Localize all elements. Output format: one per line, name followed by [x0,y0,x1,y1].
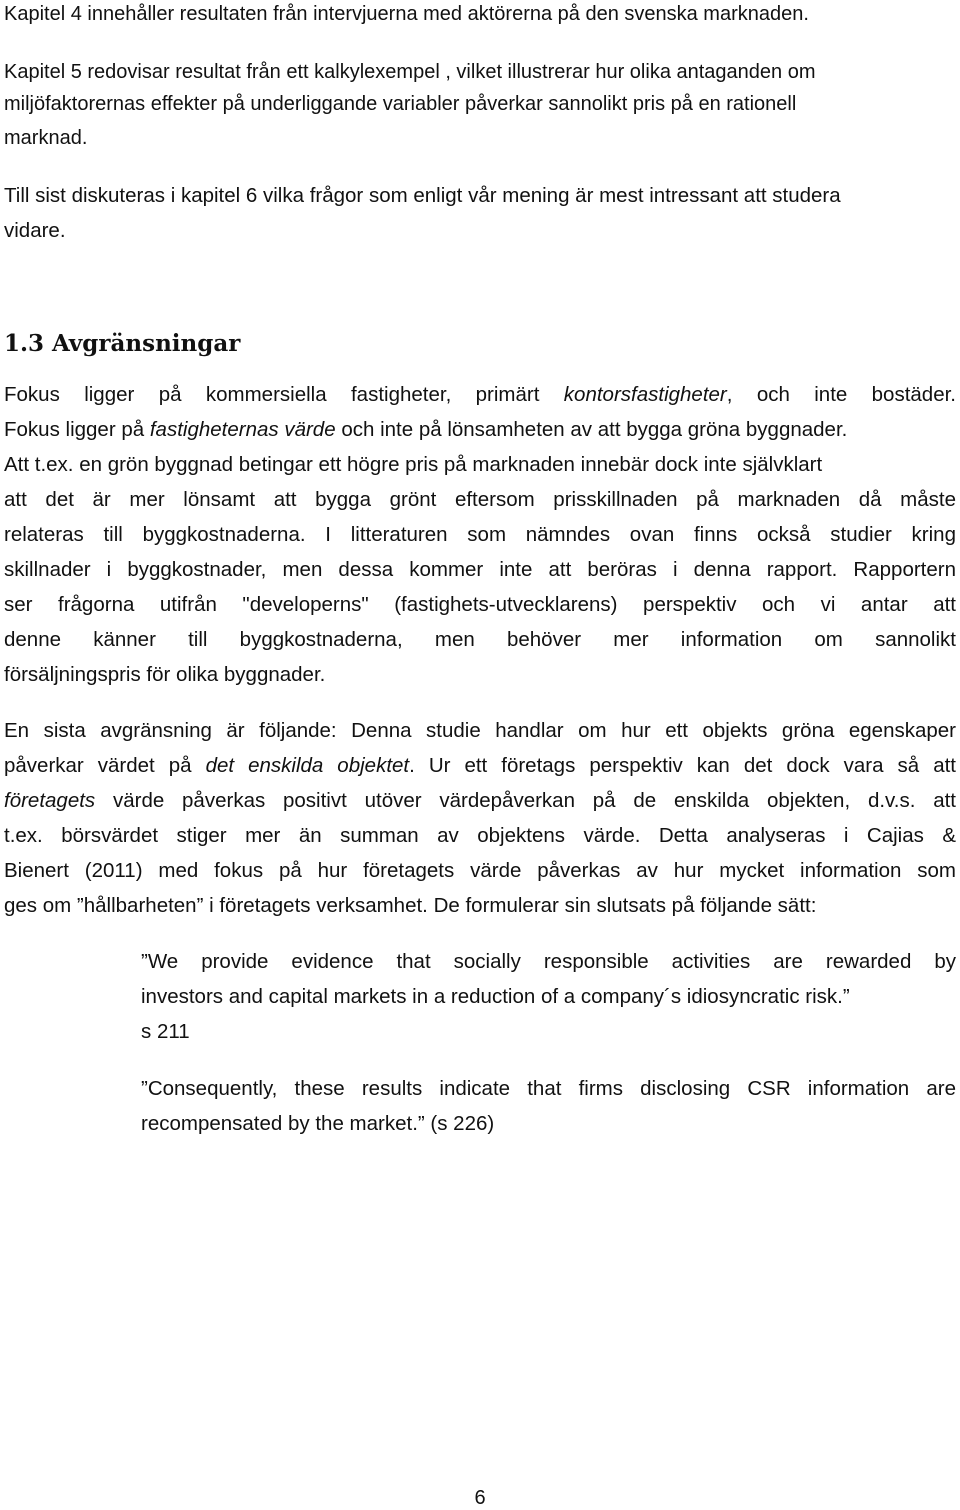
last-line-4: t.ex. börsvärdet stiger mer än summan av objektens värde. Detta analyseras i Cajias & [4,824,956,847]
section-line-9: försäljningspris för olika byggnader. [4,663,326,686]
intro-line-2: Kapitel 5 redovisar resultat från ett kalkylexempel , vilket illustrerar hur olika antaganden om [4,61,816,83]
last-line-6: ges om ”hållbarheten” i företagets verksamhet. De formulerar sin slutsats på följande sätt: [4,894,817,917]
last-line-1: En sista avgränsning är följande: Denna studie handlar om hur ett objekts gröna egenskaper [4,719,956,742]
quote-2-line-1: ”Consequently, these results indicate that firms disclosing CSR information are [141,1077,956,1100]
last-line-2: påverkar värdet på det enskilda objektet. Ur ett företags perspektiv kan det dock vara så att [4,754,956,777]
quote-1-line-2: investors and capital markets in a reduction of a company´s idiosyncratic risk.” [141,985,850,1008]
section-line-7: ser frågorna utifrån "developerns" (fastighets-utvecklarens) perspektiv och vi antar att [4,593,956,616]
section-line-1: Fokus ligger på kommersiella fastigheter, primärt kontorsfastigheter, och inte bostäder. [4,383,956,406]
quote-2-line-2: recompensated by the market.” (s 226) [141,1112,495,1135]
quote-1-line-1: ”We provide evidence that socially responsible activities are rewarded by [141,950,956,973]
last-line-5: Bienert (2011) med fokus på hur företagets värde påverkas av hur mycket information som [4,859,956,882]
section-line-8: denne känner till byggkostnaderna, men behöver mer information om sannolikt [4,628,956,651]
section-heading: 1.3 Avgränsningar [4,330,241,357]
last-line-3: företagets värde påverkas positivt utöver värdepåverkan på de enskilda objekten, d.v.s. att [4,789,956,812]
section-line-6: skillnader i byggkostnader, men dessa kommer inte att beröras i denna rapport. Rapportern [4,558,956,581]
intro-line-3: miljöfaktorernas effekter på underliggande variabler påverkar sannolikt pris på en rationell [4,93,797,115]
section-line-5: relateras till byggkostnaderna. I litteraturen som nämndes ovan finns också studier kring [4,523,956,546]
quote-1-page-ref: s 211 [141,1020,190,1043]
intro-line-4: marknad. [4,127,88,149]
section-line-4: att det är mer lönsamt att bygga grönt eftersom prisskillnaden på marknaden då måste [4,488,956,511]
section-line-2: Fokus ligger på fastigheternas värde och inte på lönsamheten av att bygga gröna byggnader. [4,418,848,441]
page-number: 6 [474,1487,486,1509]
intro-line-5: Till sist diskuteras i kapitel 6 vilka frågor som enligt vår mening är mest intressant att studera [4,184,841,207]
intro-line-6: vidare. [4,219,66,242]
section-line-3: Att t.ex. en grön byggnad betingar ett högre pris på marknaden innebär dock inte självklart [4,453,823,476]
intro-line-1: Kapitel 4 innehåller resultaten från intervjuerna med aktörerna på den svenska marknaden. [4,3,809,25]
